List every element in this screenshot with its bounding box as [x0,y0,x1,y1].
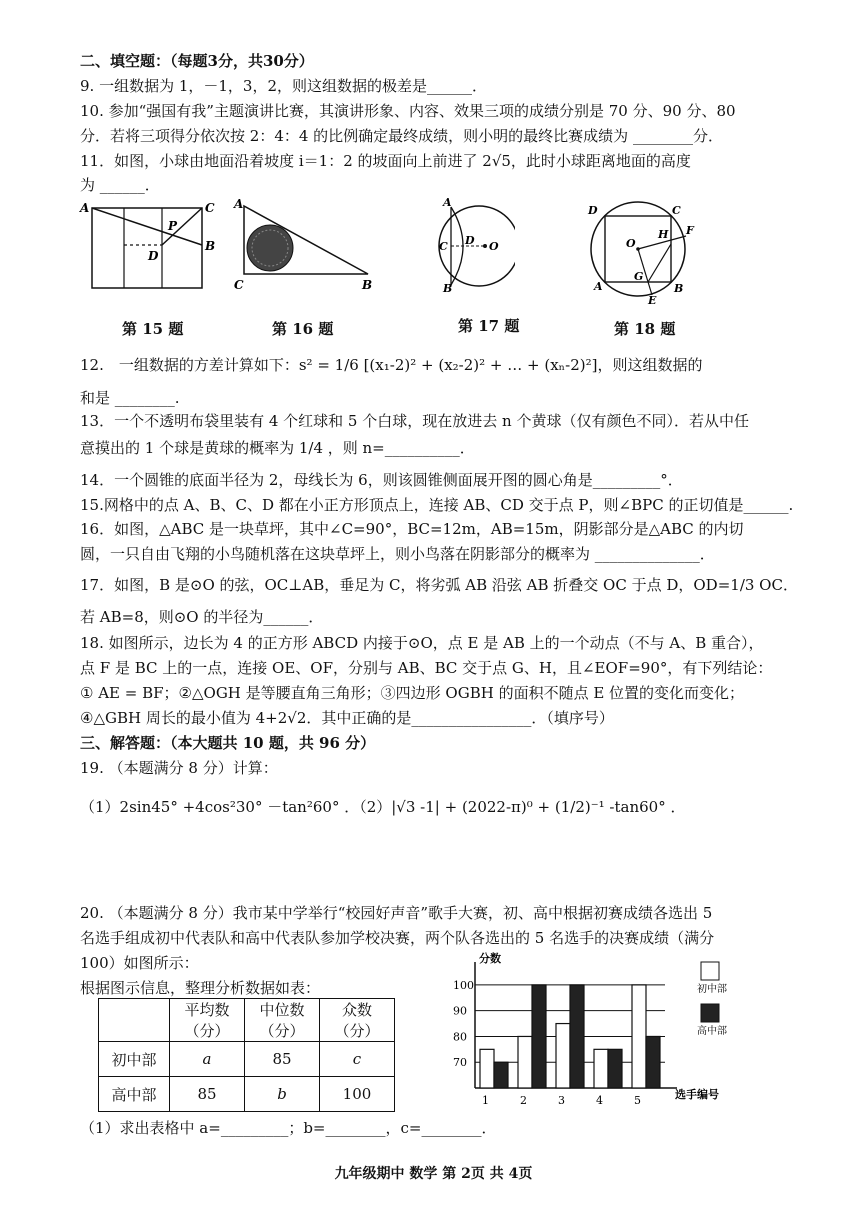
chart-ylabel: 分数 [479,952,501,965]
page-footer: 九年级期中 数学 第 2页 共 4页 [334,1166,533,1182]
question-19-expressions: （1）2sin45° +4cos²30° －tan²60° ．（2）|√3 -1| + (2022-π)⁰ + (1/2)⁻¹ -tan60° ． [80,798,686,816]
figure-15 [78,198,223,298]
section-heading-fill: 二、填空题：（每题3分，共30分） [80,52,314,70]
score-bar-chart [445,948,745,1108]
caption-fig16: 第 16 题 [272,320,334,338]
question-20-line1: 20. （本题满分 8 分）我市某中学举行“校园好声音”歌手大赛，初、高中根据初赛成绩各选出 5 [80,904,713,922]
cell: c [320,1042,395,1077]
fig17-label-b: B [443,282,453,295]
question-16-line2: 圆，一只自由飞翔的小鸟随机落在这块草坪上，则小鸟落在阴影部分的概率为 ______________． [80,545,715,563]
question-16-line1: 16．如图，△ABC 是一块草坪，其中∠C=90°，BC=12m，AB=15m，阴影部分是△ABC 的内切 [80,520,744,538]
question-20-line2: 名选手组成初中代表队和高中代表队参加学校决赛，两个队各选出的 5 名选手的决赛成绩（满分 [80,929,715,947]
x-tick-label: 3 [558,1094,565,1107]
fig15-label-p: P [168,219,178,233]
legend-label-senior: 高中部 [697,1026,727,1037]
legend-label-junior: 初中部 [697,984,727,995]
bar-junior [594,1049,608,1088]
question-18-line4: ④△GBH 周长的最小值为 4+2√2．其中正确的是________________．（填序号） [80,709,614,727]
cell: a [170,1042,245,1077]
bar-senior [646,1036,660,1088]
fig15-label-a: A [80,201,90,215]
question-18-line1: 18. 如图所示，边长为 4 的正方形 ABCD 内接于⊙O，点 E 是 AB 上的一个动点（不与 A、B 重合）， [80,634,764,652]
table-corner [99,999,170,1042]
x-tick-label: 1 [482,1094,489,1107]
y-tick-label: 70 [453,1056,467,1070]
fig17-label-o: O [489,240,499,253]
fig18-label-a: A [594,280,603,293]
fig18-label-b: B [674,282,684,295]
row-label: 初中部 [99,1042,170,1077]
fig18-label-o: O [626,237,636,250]
question-18-line3: ① AE = BF；②△OGH 是等腰直角三角形；③四边形 OGBH 的面积不随点 E 位置的变化而变化； [80,684,745,702]
fig17-label-d: D [465,234,475,247]
legend-swatch-senior [701,1004,719,1022]
question-18-line2: 点 F 是 BC 上的一点，连接 OE、OF，分别与 AB、BC 交于点 G、H，且∠EOF=90°，有下列结论： [80,659,773,677]
y-tick-label: 100 [453,978,474,992]
fig18-label-d: D [588,204,598,217]
score-table [98,998,395,1112]
section-heading-solve: 三、解答题：（本大题共 10 题，共 96 分） [80,734,376,752]
caption-fig17: 第 17 题 [458,317,520,335]
x-tick-label: 5 [634,1094,641,1107]
bar-senior [494,1062,508,1088]
y-tick-label: 80 [453,1030,467,1044]
fig18-label-e: E [648,294,657,306]
figure-17 [435,196,515,296]
question-17-line2: 若 AB=8，则⊙O 的半径为______． [80,608,324,626]
fig16-label-a: A [234,197,244,211]
question-15: 15.网格中的点 A、B、C、D 都在小正方形顶点上，连接 AB、CD 交于点 P，则∠BPC 的正切值是______. [80,496,794,514]
cell: 100 [320,1077,395,1112]
bar-senior [608,1049,622,1088]
question-13-line2: 意摸出的 1 个球是黄球的概率为 1/4 ，则 n=__________． [80,439,475,457]
question-13-line1: 13．一个不透明布袋里装有 4 个红球和 5 个白球，现在放进去 n 个黄球（仅有颜色不同）．若从中任 [80,412,749,430]
figure-18 [582,194,702,306]
fig18-label-c: C [672,204,681,217]
bar-senior [570,985,584,1088]
question-12-line2: 和是 ________. [80,389,180,407]
cell: 85 [245,1042,320,1077]
header-median: 中位数（分） [245,999,320,1042]
fig17-label-a: A [443,196,452,209]
x-tick-label: 4 [596,1094,603,1107]
bar-junior [480,1049,494,1088]
question-9: 9. 一组数据为 1，－1，3，2，则这组数据的极差是______． [80,77,488,95]
bar-junior [518,1036,532,1088]
question-11-line2: 为 ______． [80,176,160,194]
caption-fig18: 第 18 题 [614,320,676,338]
x-tick-label: 2 [520,1094,527,1107]
bar-junior [556,1024,570,1088]
question-10-line2: 分．若将三项得分依次按 2：4：4 的比例确定最终成绩，则小明的最终比赛成绩为 ________分． [80,127,723,145]
caption-fig15: 第 15 题 [122,320,184,338]
figure-16 [230,196,380,296]
question-12-line1: 12. 一组数据的方差计算如下：s² = 1/6 [(x₁-2)² + (x₂-2)² + … + (xₙ-2)²]，则这组数据的 [80,356,703,374]
fig15-label-d: D [148,249,159,263]
table-row [99,1042,395,1077]
fig15-label-c: C [205,201,215,215]
row-label: 高中部 [99,1077,170,1112]
fig15-label-b: B [205,239,216,253]
table-row [99,1077,395,1112]
legend-swatch-junior [701,962,719,980]
question-11-line1: 11．如图，小球由地面沿着坡度 i＝1：2 的坡面向上前进了 2√5，此时小球距离地面的高度 [80,152,691,170]
fig18-label-f: F [686,224,694,237]
cell: 85 [170,1077,245,1112]
header-mean: 平均数（分） [170,999,245,1042]
question-14: 14．一个圆锥的底面半径为 2，母线长为 6，则该圆锥侧面展开图的圆心角是_________°． [80,471,683,489]
fig17-label-c: C [439,240,448,253]
bar-junior [632,985,646,1088]
fig18-label-g: G [634,270,644,283]
fig18-label-h: H [658,228,669,241]
y-tick-label: 90 [453,1004,467,1018]
bar-senior [532,985,546,1088]
header-mode: 众数（分） [320,999,395,1042]
question-20-line3: 100）如图所示： [80,954,199,972]
question-20-line4: 根据图示信息，整理分析数据如表： [80,979,321,997]
question-17-line1: 17．如图，B 是⊙O 的弦，OC⊥AB，垂足为 C，将劣弧 AB 沿弦 AB 折叠交 OC 于点 D，OD=1/3 OC． [80,576,798,594]
fig16-label-c: C [234,278,244,292]
cell: b [245,1077,320,1112]
question-20-part1: （1）求出表格中 a=_________；b=________，c=________． [80,1119,497,1137]
fig16-label-b: B [362,278,373,292]
question-10-line1: 10. 参加“强国有我”主题演讲比赛，其演讲形象、内容、效果三项的成绩分别是 70 分、90 分、80 [80,102,736,120]
question-19: 19. （本题满分 8 分）计算： [80,759,278,777]
chart-xlabel: 选手编号 [675,1088,719,1101]
